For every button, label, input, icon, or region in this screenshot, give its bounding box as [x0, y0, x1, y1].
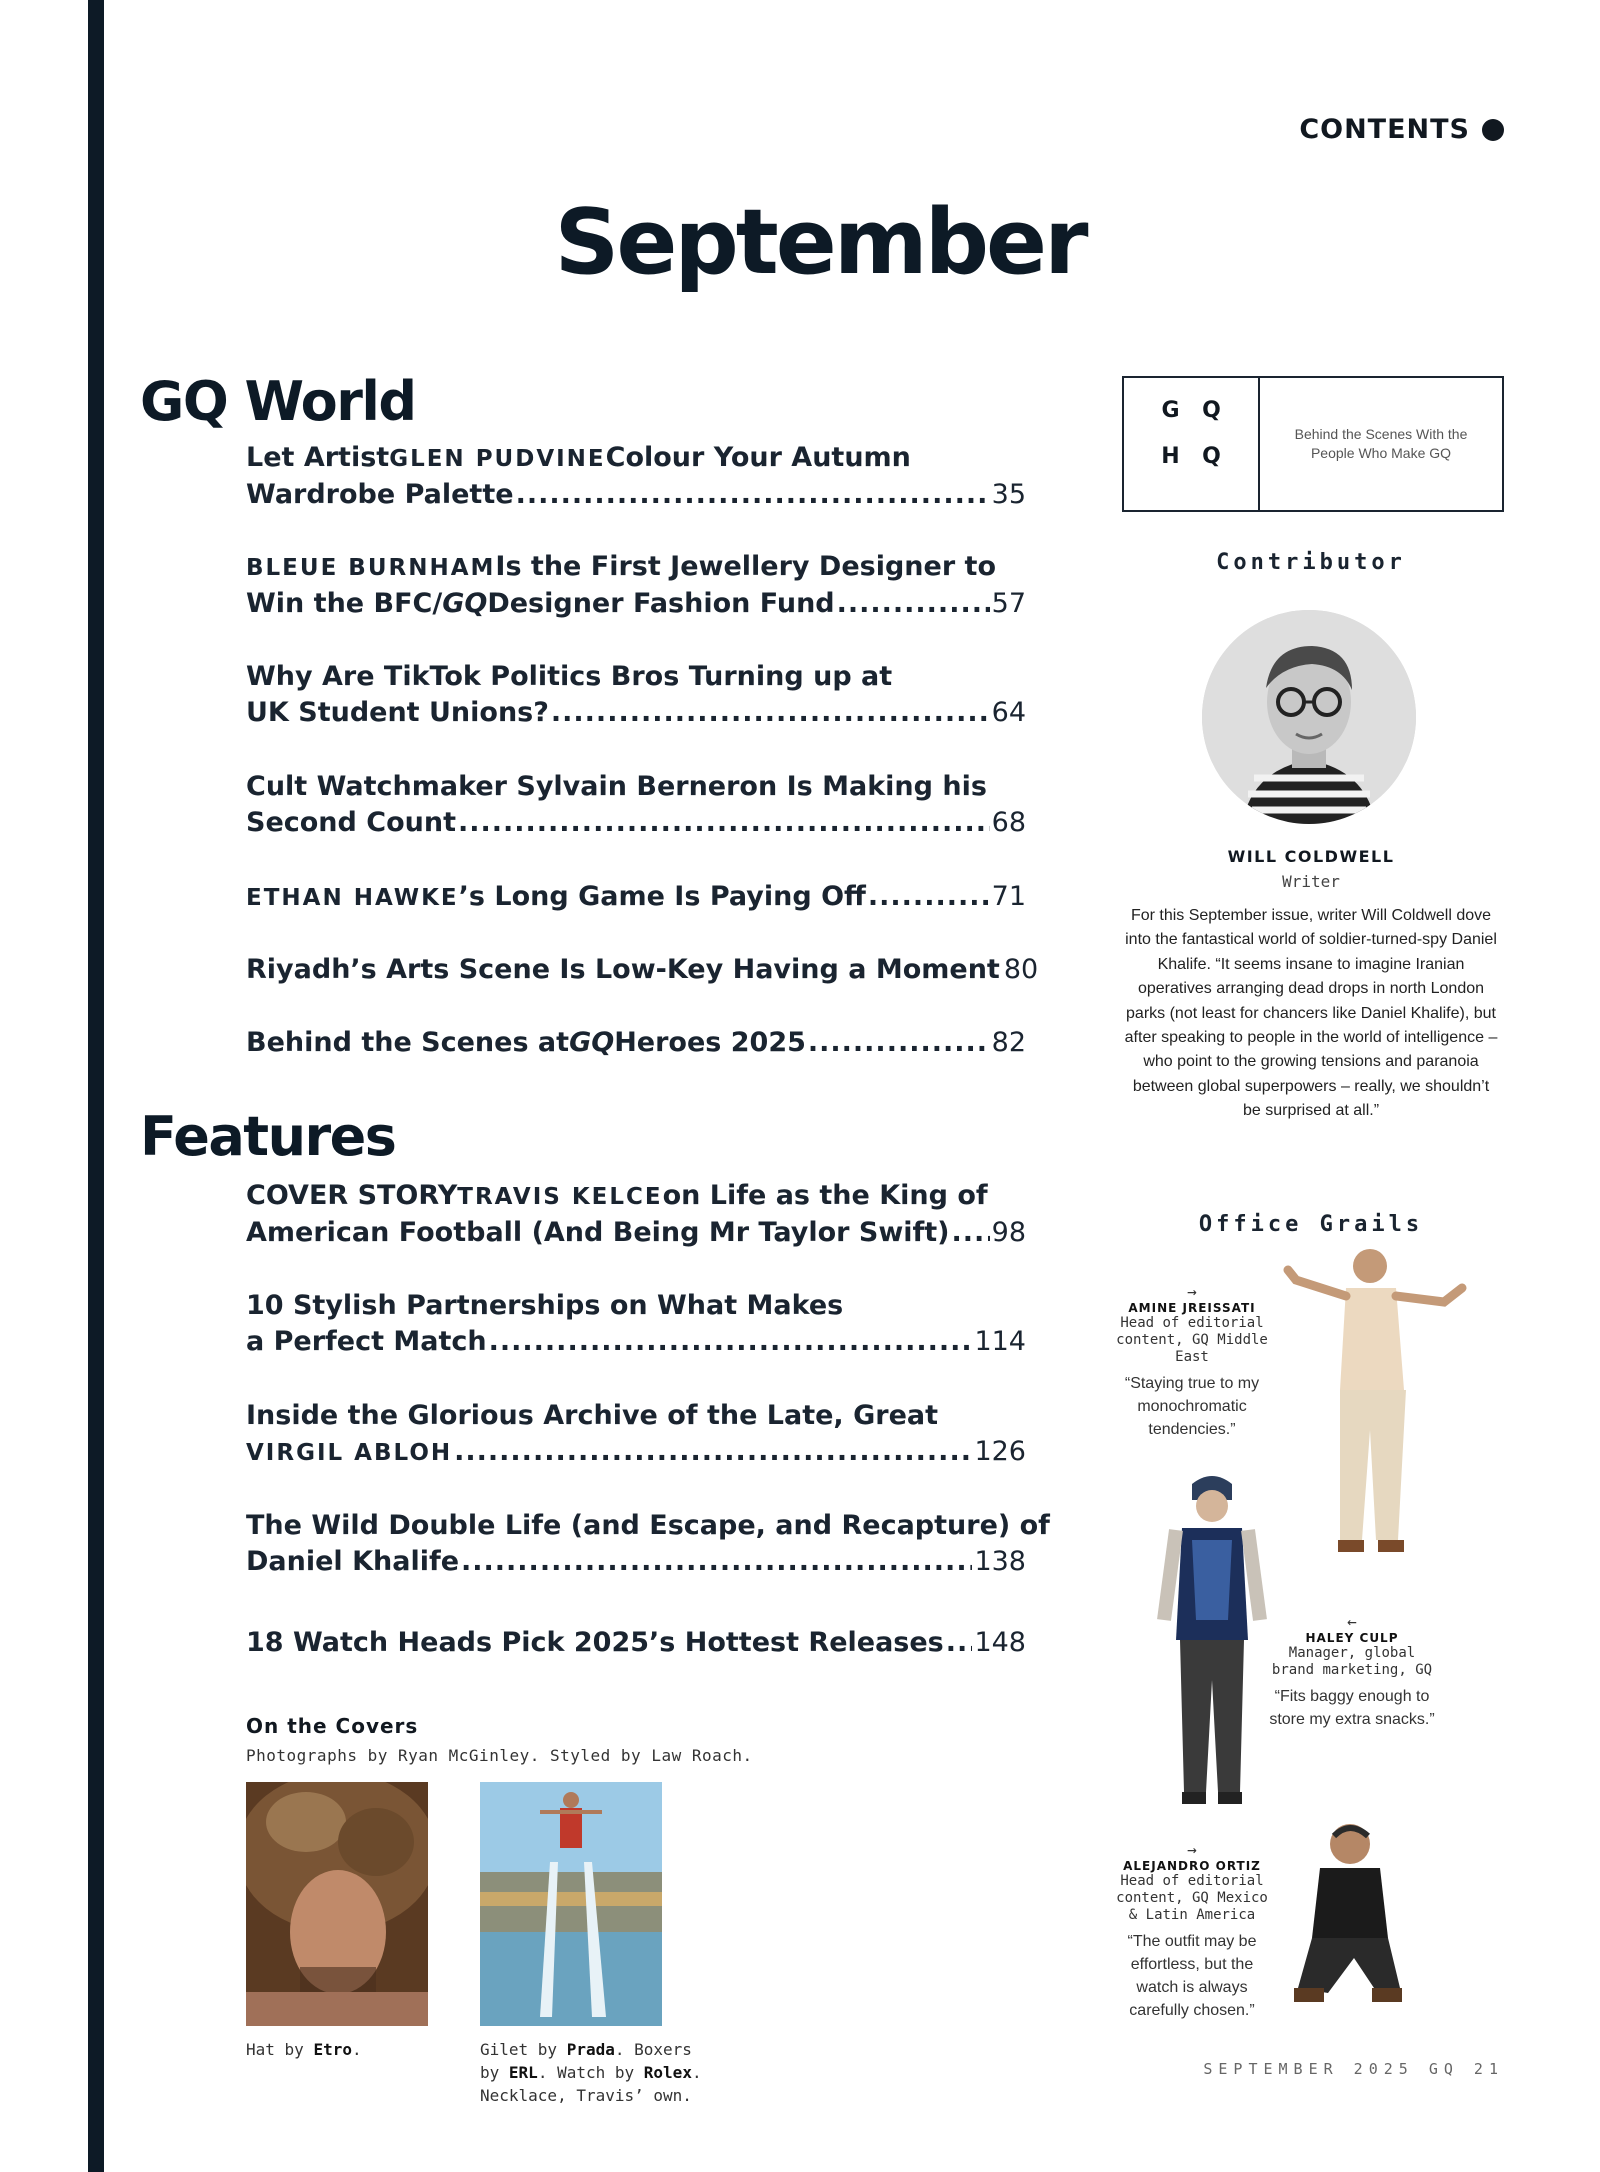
covers-heading: On the Covers [246, 1714, 419, 1738]
caption-text: Gilet by [480, 2040, 567, 2059]
page-number: 57 [991, 588, 1026, 619]
grail-name: AMINE JREISSATI [1128, 1301, 1256, 1315]
section-heading-gq-world: GQ World [140, 370, 416, 433]
caption-brand: ERL [508, 2063, 538, 2082]
caption-text: . [691, 2063, 702, 2082]
page-number: 148 [974, 1627, 1026, 1658]
gqhq-logo [1124, 378, 1260, 510]
office-grails-heading: Office Grails [1198, 1212, 1424, 1237]
grail-role: Head of editorial content, GQ Mexico & Latin America [1116, 1873, 1268, 1923]
entry-text: 18 Watch Heads Pick 2025’s Hottest Releases [246, 1627, 944, 1658]
person-photo-amine [1266, 1240, 1486, 1560]
entry-text: 10 Stylish Partnerships on What Makes [246, 1290, 844, 1321]
grail-person-card [1268, 1612, 1436, 1731]
contents-label [1299, 114, 1504, 145]
toc-entry[interactable] [246, 1625, 1026, 1661]
gqhq-box [1122, 376, 1504, 512]
contributor-bio: For this September issue, writer Will Coldwell dove into the fantastical world of soldier-turned-spy Daniel Khalife. “It seems insane to imagine Iranian operatives arranging dead drops in north London parks (not least for chancers like Daniel Khalife), but after speaking to people in the world of intelligence – who point to the growing tensions and paranoia between global superpowers – really, we shouldn’t be surprised at all.” [1124, 907, 1498, 1120]
caption-text: Necklace, Travis’ own. [480, 2086, 692, 2105]
toc-entry[interactable] [246, 769, 1026, 841]
entry-text: on Life as the King of [662, 1180, 988, 1211]
covers-credit: Photographs by Ryan McGinley. Styled by Law Roach. [246, 1746, 753, 1765]
page-number: 138 [974, 1546, 1026, 1577]
entry-name: BLEUE BURNHAM [246, 555, 496, 581]
entry-text: Colour Your Autumn [605, 442, 911, 473]
arrow-right-icon: → [1187, 1840, 1197, 1859]
page-number: 80 [1003, 954, 1039, 985]
contributor-name: WILL COLDWELL [1227, 847, 1395, 866]
contributor-portrait [1202, 610, 1416, 824]
page-number: 126 [974, 1436, 1026, 1467]
entry-text: Designer Fashion Fund [487, 588, 835, 619]
caption-text: . Watch by [537, 2063, 644, 2082]
entry-text: COVER STORY [246, 1180, 458, 1211]
leader-dots [461, 1544, 972, 1580]
grail-person-card [1112, 1840, 1272, 2022]
entry-name: GLEN PUDVINE [389, 446, 606, 472]
toc-entry[interactable] [246, 549, 1026, 622]
caption-brand: Prada [566, 2040, 615, 2059]
toc-entry[interactable] [246, 659, 1026, 731]
caption-brand: Etro [313, 2040, 352, 2059]
entry-text: Second Count [246, 807, 456, 838]
grail-quote: “Fits baggy enough to store my extra snacks.” [1269, 1688, 1435, 1728]
grail-name: HALEY CULP [1305, 1631, 1399, 1645]
page-number: 68 [991, 807, 1026, 838]
entry-text: GQ [569, 1027, 615, 1058]
toc-entry[interactable] [246, 1025, 1026, 1061]
person-photo-haley [1152, 1470, 1272, 1810]
page-number: 35 [991, 479, 1026, 510]
leader-dots [454, 1434, 972, 1470]
entry-name: TRAVIS KELCE [457, 1184, 663, 1210]
leader-dots [516, 477, 990, 513]
leader-dots [458, 805, 990, 841]
cover2-caption [480, 2038, 702, 2107]
leader-dots [952, 1215, 990, 1251]
entry-text: Why Are TikTok Politics Bros Turning up at [246, 661, 893, 692]
entry-name: ETHAN HAWKE [246, 885, 459, 911]
entry-text: American Football (And Being Mr Taylor Swift) [246, 1217, 950, 1248]
caption-text: . Boxers [614, 2040, 692, 2059]
caption-brand: Rolex [643, 2063, 692, 2082]
entry-text: Inside the Glorious Archive of the Late, Great [246, 1400, 939, 1431]
entry-text: Is the First Jewellery Designer to [495, 551, 996, 582]
page-number: 64 [991, 697, 1026, 728]
page-number: 82 [991, 1027, 1026, 1058]
toc-entry[interactable] [246, 1288, 1026, 1360]
leader-dots [946, 1625, 973, 1661]
caption-text: Hat by [246, 2040, 314, 2059]
entry-text: GQ [442, 588, 488, 619]
section-heading-features: Features [140, 1105, 396, 1168]
grail-quote: “The outfit may be effortless, but the watch is always carefully chosen.” [1127, 1933, 1257, 2019]
page-number: 98 [991, 1217, 1026, 1248]
contributor-heading: Contributor [1216, 550, 1406, 575]
person-photo-alejandro [1284, 1818, 1414, 2018]
entry-text: Let Artist [246, 442, 390, 473]
leader-dots [837, 586, 990, 622]
toc-entry[interactable] [246, 1398, 1026, 1471]
grail-name: ALEJANDRO ORTIZ [1123, 1859, 1261, 1873]
contents-text: CONTENTS [1299, 114, 1470, 145]
page-title: September [554, 190, 1086, 295]
grail-role: Manager, global brand marketing, GQ [1271, 1645, 1433, 1678]
toc-entry[interactable] [246, 952, 1039, 988]
entry-text: a Perfect Match [246, 1326, 487, 1357]
toc-entry[interactable] [246, 440, 1026, 513]
entry-text: The Wild Double Life (and Escape, and Recapture) of [246, 1510, 1050, 1541]
entry-text: Wardrobe Palette [246, 479, 514, 510]
caption-text: . [351, 2040, 362, 2059]
logo-letter: G [1161, 398, 1180, 423]
portrait-avatar [1202, 610, 1416, 824]
contributor-role: Writer [1282, 872, 1340, 891]
entry-text: UK Student Unions? [246, 697, 549, 728]
cover-photo-flyboard[interactable] [480, 1782, 662, 2026]
entry-text: Cult Watchmaker Sylvain Berneron Is Making his [246, 771, 987, 802]
logo-letter: Q [1202, 444, 1221, 469]
cover1-caption [246, 2038, 362, 2061]
arrow-left-icon: ← [1347, 1612, 1357, 1631]
arrow-right-icon: → [1187, 1282, 1197, 1301]
leader-dots [489, 1324, 973, 1360]
leader-dots [808, 1025, 990, 1061]
toc-entry[interactable] [246, 879, 1026, 916]
grail-role: Head of editorial content, GQ Middle East [1116, 1315, 1268, 1365]
caption-text: by [480, 2063, 509, 2082]
page-number: 71 [991, 881, 1026, 912]
toc-entry[interactable] [246, 1508, 1050, 1580]
page-folio: SEPTEMBER 2025 GQ 21 [1203, 2060, 1504, 2078]
gqhq-tagline: Behind the Scenes With the People Who Make GQ [1294, 426, 1468, 461]
leader-dots [868, 879, 990, 915]
entry-text: Riyadh’s Arts Scene Is Low-Key Having a Moment [246, 954, 1000, 985]
entry-text: Daniel Khalife [246, 1546, 460, 1577]
page-number: 114 [974, 1326, 1026, 1357]
cover-photo-fur-hat[interactable] [246, 1782, 428, 2026]
entry-text: ’s Long Game Is Paying Off [458, 881, 866, 912]
grail-quote: “Staying true to my monochromatic tendencies.” [1124, 1375, 1260, 1438]
entry-name: VIRGIL ABLOH [246, 1440, 453, 1466]
page-spine-bar [88, 0, 104, 2172]
bullet-dot-icon [1482, 119, 1504, 141]
entry-text: Win the BFC/ [246, 588, 443, 619]
leader-dots [551, 695, 990, 731]
logo-letter: H [1161, 444, 1180, 469]
grail-person-card [1112, 1282, 1272, 1441]
entry-text: Behind the Scenes at [246, 1027, 570, 1058]
entry-text: Heroes 2025 [614, 1027, 806, 1058]
toc-entry[interactable] [246, 1178, 1026, 1251]
logo-letter: Q [1202, 398, 1221, 423]
